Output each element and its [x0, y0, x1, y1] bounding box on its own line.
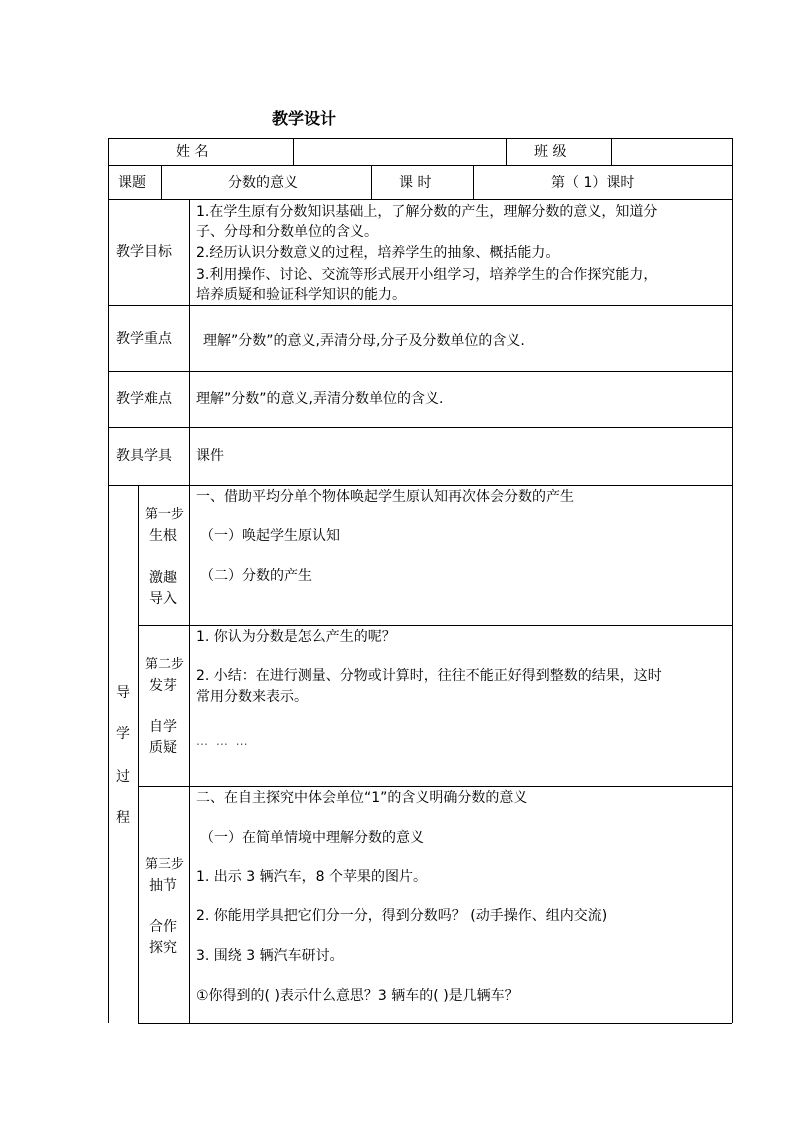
step2-ellipsis: … … …: [196, 734, 250, 748]
tools-text: 课件: [196, 448, 224, 464]
table-line: [506, 138, 507, 165]
objectives-label: 教学目标: [116, 244, 172, 260]
step2-line: 2. 小结：在进行测量、分物或计算时，往往不能正好得到整数的结果，这时: [196, 668, 662, 684]
key-points-text: 理解”分数”的意义,弄清分母,分子及分数单位的含义.: [203, 333, 525, 349]
objectives-line: 培养质疑和验证科学知识的能力。: [196, 287, 406, 303]
step2-label: 第二步: [145, 657, 185, 672]
step3-line: ①你得到的( )表示什么意思？3 辆车的( )是几辆车？: [196, 988, 519, 1004]
table-line: [138, 625, 732, 626]
table-border: [138, 1023, 732, 1024]
objectives-line: 1.在学生原有分数知识基础上，了解分数的产生，理解分数的意义，知道分: [196, 204, 658, 220]
table-line: [473, 165, 474, 199]
table-border: [732, 138, 733, 1023]
step1-label: 激趣: [149, 570, 177, 586]
table-line: [371, 165, 372, 199]
table-line: [189, 485, 190, 1023]
process-label-char: 过: [116, 769, 130, 785]
objectives-line: 3.利用操作、讨论、交流等形式展开小组学习，培养学生的合作探究能力，: [196, 267, 658, 283]
step3-line: 1. 出示 3 辆汽车，8 个苹果的图片。: [196, 869, 427, 885]
step3-label: 第三步: [145, 857, 185, 872]
step1-label: 第一步: [145, 507, 185, 522]
table-line: [138, 786, 732, 787]
objectives-line: 子、分母和分数单位的含义。: [196, 224, 378, 240]
step2-line: 1. 你认为分数是怎么产生的呢？: [196, 629, 396, 645]
step2-label: 质疑: [149, 740, 177, 756]
step1-line: 一、借助平均分单个物体唤起学生原认知再次体会分数的产生: [196, 489, 574, 505]
step3-line: （一）在简单情境中理解分数的意义: [200, 830, 424, 846]
objectives-line: 2.经历认识分数意义的过程，培养学生的抽象、概括能力。: [196, 245, 560, 261]
name-label: 姓 名: [176, 144, 209, 160]
class-label: 班 级: [534, 144, 567, 160]
table-line: [108, 165, 732, 166]
table-line: [108, 427, 732, 428]
process-label-char: 程: [116, 810, 130, 826]
key-points-label: 教学重点: [116, 331, 172, 347]
topic-label: 课题: [118, 175, 146, 191]
table-border: [108, 138, 732, 139]
step2-line: 常用分数来表示。: [196, 689, 308, 705]
tools-label: 教具学具: [116, 448, 172, 464]
step1-line: （二）分数的产生: [200, 568, 312, 584]
step3-label: 合作: [149, 919, 177, 935]
table-line: [611, 138, 612, 165]
table-border: [108, 138, 109, 1023]
topic-value: 分数的意义: [228, 175, 298, 191]
table-line: [189, 199, 190, 485]
step3-line: 3. 围绕 3 辆汽车研讨。: [196, 948, 344, 964]
step1-label: 导入: [149, 591, 177, 607]
period-label: 课 时: [399, 175, 432, 191]
step2-label: 发芽: [149, 678, 177, 694]
table-line: [108, 485, 732, 486]
process-label-char: 学: [116, 726, 130, 742]
table-line: [293, 138, 294, 165]
table-line: [138, 485, 139, 1023]
step2-label: 自学: [149, 719, 177, 735]
table-line: [108, 371, 732, 372]
step3-label: 探究: [149, 940, 177, 956]
step3-label: 抽节: [149, 878, 177, 894]
table-line: [108, 305, 732, 306]
table-line: [161, 165, 162, 199]
step3-line: 二、在自主探究中体会单位“1”的含义明确分数的意义: [196, 790, 528, 806]
period-value: 第（ 1）课时: [551, 175, 635, 191]
difficulties-label: 教学难点: [116, 391, 172, 407]
difficulties-text: 理解”分数”的意义,弄清分数单位的含义.: [196, 391, 444, 407]
process-label-char: 导: [116, 685, 130, 701]
step1-line: （一）唤起学生原认知: [200, 528, 340, 544]
step1-label: 生根: [149, 528, 177, 544]
table-line: [108, 199, 732, 200]
step3-line: 2. 你能用学具把它们分一分，得到分数吗？ (动手操作、组内交流): [196, 908, 608, 924]
